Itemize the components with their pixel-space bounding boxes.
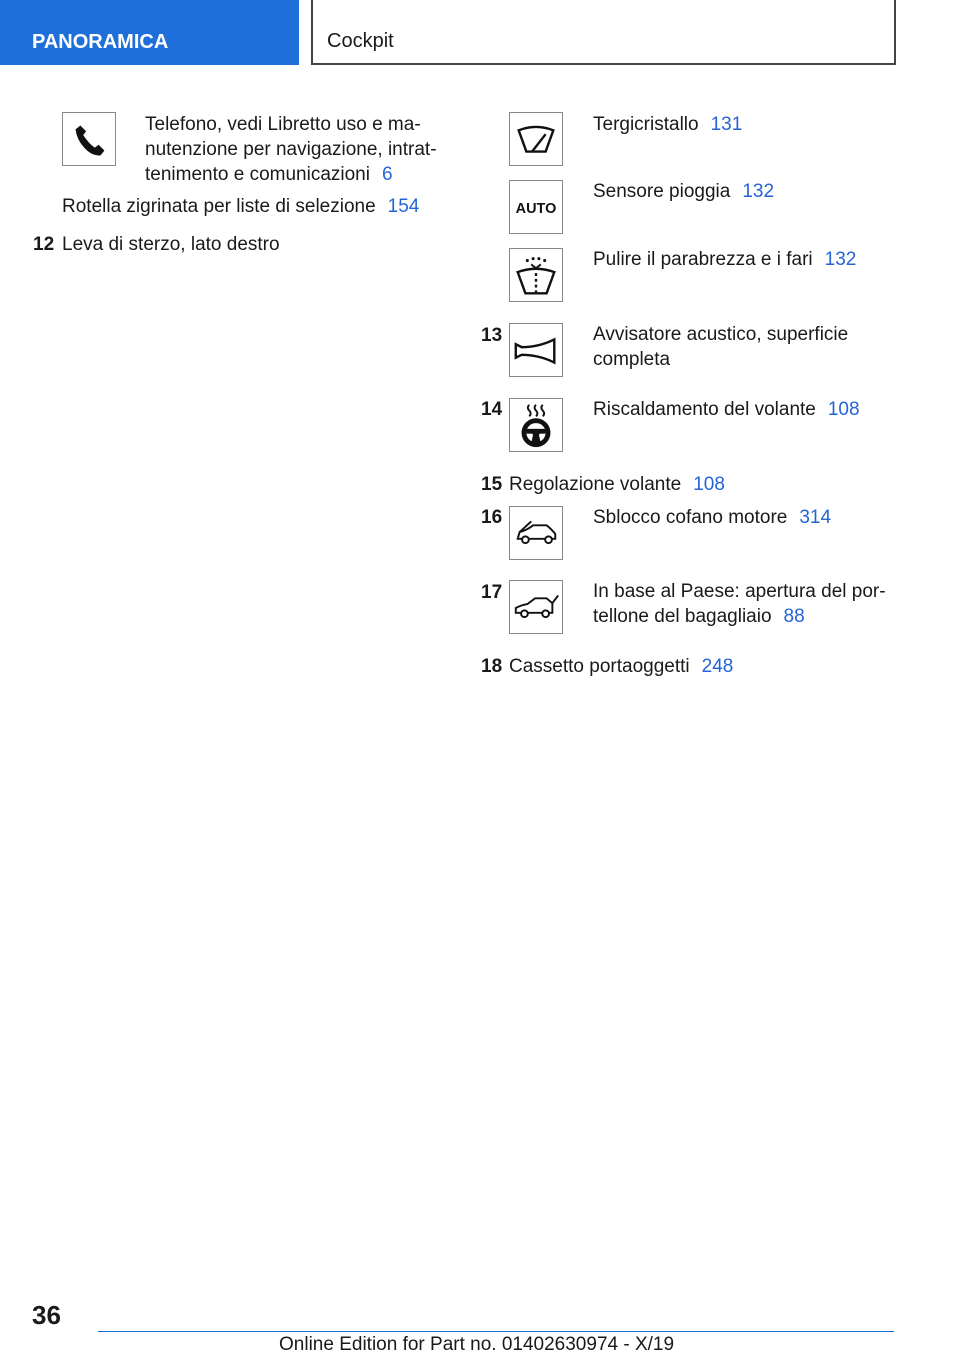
glovebox-text: Cassetto portaoggetti 248 <box>509 656 734 677</box>
page-ref-link[interactable]: 154 <box>387 196 420 217</box>
page-ref-link[interactable]: 88 <box>783 606 805 627</box>
item-number: 15 <box>481 474 503 495</box>
steering-heating-icon <box>509 398 563 452</box>
wiper-icon <box>509 112 563 166</box>
section-tab[interactable]: PANORAMICA <box>0 0 299 65</box>
tailgate-text: In base al Paese: apertura del por- tellone del bagagliaio 88 <box>593 581 886 627</box>
item-number: 17 <box>481 582 503 603</box>
page-ref-link[interactable]: 131 <box>710 114 743 135</box>
washer-icon <box>509 248 563 302</box>
page-ref-link[interactable]: 132 <box>824 249 857 270</box>
phone-icon <box>62 112 116 166</box>
footer-divider <box>98 1331 894 1332</box>
svg-text:AUTO: AUTO <box>515 200 557 217</box>
edition-footer: Online Edition for Part no. 01402630974 - X/19 <box>279 1334 675 1355</box>
page-ref-link[interactable]: 108 <box>827 399 860 420</box>
item-number: 18 <box>481 656 503 677</box>
tailgate-icon <box>509 580 563 634</box>
page-ref-link[interactable]: 132 <box>742 181 775 202</box>
wiper-text: Tergicristallo 131 <box>593 114 743 135</box>
hood-release-text: Sblocco cofano motore 314 <box>593 507 832 528</box>
page-ref-link[interactable]: 108 <box>693 474 725 495</box>
item-number: 16 <box>481 507 503 528</box>
chapter-title: Cockpit <box>311 0 896 65</box>
item-number: 13 <box>481 325 503 346</box>
rain-text: Sensore pioggia 132 <box>593 181 775 202</box>
knurl-description: Rotella zigrinata per liste di selezione 154 <box>62 196 420 217</box>
page-ref-link[interactable]: 248 <box>701 656 734 677</box>
washer-text: Pulire il parabrezza e i fari 132 <box>593 249 857 270</box>
steering-adjust-text: Regolazione volante 108 <box>509 474 725 495</box>
phone-description: Telefono, vedi Libretto uso e ma- nutenzione per navigazione, intrat- tenimento e comunicazioni 6 <box>145 114 437 185</box>
rain-sensor-icon <box>509 180 563 234</box>
item-12-text: Leva di sterzo, lato destro <box>62 234 280 255</box>
page-ref-link[interactable]: 314 <box>799 507 832 528</box>
hood-release-icon <box>509 506 563 560</box>
horn-icon <box>509 323 563 377</box>
page-number: 36 <box>32 1300 61 1330</box>
steering-heating-text: Riscaldamento del volante 108 <box>593 399 860 420</box>
horn-text: Avvisatore acustico, superficie completa <box>593 324 849 370</box>
item-number: 14 <box>481 399 503 420</box>
item-number: 12 <box>33 234 55 255</box>
page-ref-link[interactable]: 6 <box>381 164 393 185</box>
